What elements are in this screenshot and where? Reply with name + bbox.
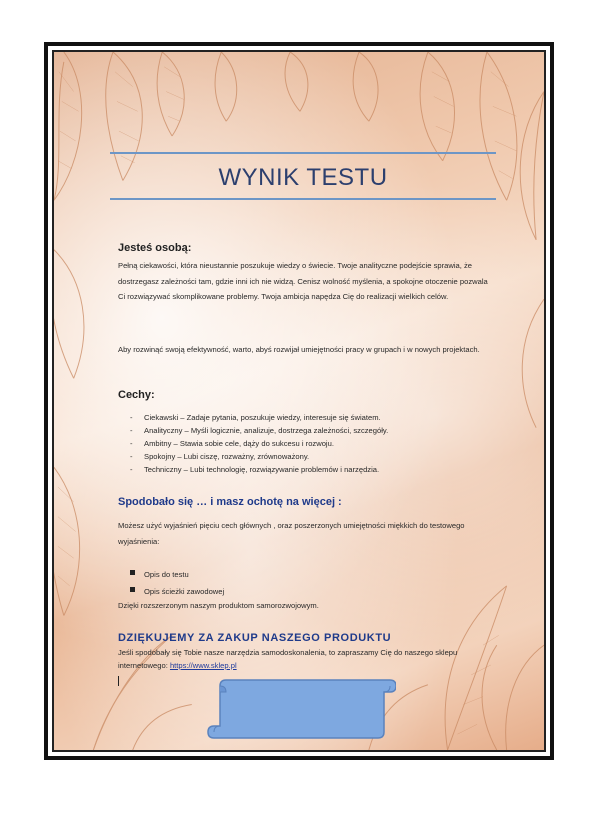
trait-item: - Analityczny – Myśli logicznie, analizuje, dostrzega zależności, szczegóły. bbox=[126, 424, 494, 437]
intro-paragraph-1: Pełną ciekawości, która nieustannie poszukuje wiedzy o świecie. Twoje analityczne podejście sprawia, że dostrzegasz zależności tam, gdzie inni ich nie widzą. Cenisz wolność myślenia, a spokojne otoczenie pozwala Ci rozwiązywać skomplikowane problemy. Twoja ambicja napędza Cię do realizacji wielkich celów. bbox=[118, 261, 488, 301]
title-bottom-rule bbox=[110, 198, 496, 200]
scroll-shape bbox=[208, 680, 396, 738]
scroll-banner-button[interactable] bbox=[206, 678, 396, 740]
traits-heading: Cechy: bbox=[118, 389, 155, 401]
thanks-text: Jeśli spodobały się Tobie nasze narzędzia samodoskonalenia, to zapraszamy Cię do naszego sklepu internetowego: bbox=[118, 648, 458, 670]
thanks-paragraph bbox=[118, 646, 494, 672]
intro-paragraph-2: Aby rozwinąć swoją efektywność, warto, abyś rozwijał umiejętności pracy w grupach i w nowych projektach. bbox=[118, 345, 480, 354]
traits-list bbox=[126, 411, 494, 476]
trait-item: - Spokojny – Lubi ciszę, rozważny, zrównoważony. bbox=[126, 450, 494, 463]
trait-item: - Ciekawski – Zadaje pytania, poszukuje wiedzy, interesuje się światem. bbox=[126, 411, 494, 424]
more-item: Opis ścieżki zawodowej bbox=[126, 583, 494, 600]
person-heading: Jesteś osobą: bbox=[118, 242, 192, 254]
document-title: WYNIK TESTU bbox=[218, 164, 388, 191]
trait-item: - Ambitny – Stawia sobie cele, dąży do sukcesu i rozwoju. bbox=[126, 437, 494, 450]
text-cursor bbox=[118, 676, 119, 686]
more-paragraph: Możesz użyć wyjaśnień pięciu cech głównych , oraz poszerzonych umiejętności miękkich do testowego wyjaśnienia: bbox=[118, 521, 465, 546]
document-content bbox=[54, 52, 544, 750]
trait-item: - Techniczny – Lubi technologię, rozwiązywanie problemów i narzędzia. bbox=[126, 463, 494, 476]
more-footer: Dzięki rozszerzonym naszym produktom samorozwojowym. bbox=[118, 601, 319, 610]
document-page bbox=[52, 50, 546, 752]
thanks-heading: DZIĘKUJEMY ZA ZAKUP NASZEGO PRODUKTU bbox=[118, 632, 392, 644]
more-heading: Spodobało się … i masz ochotę na więcej : bbox=[118, 496, 342, 508]
shop-link[interactable]: https://www.sklep.pl bbox=[169, 661, 237, 670]
title-top-rule bbox=[110, 152, 496, 154]
more-item: Opis do testu bbox=[126, 566, 494, 583]
document-frame bbox=[44, 42, 554, 760]
more-items-list bbox=[126, 566, 494, 600]
